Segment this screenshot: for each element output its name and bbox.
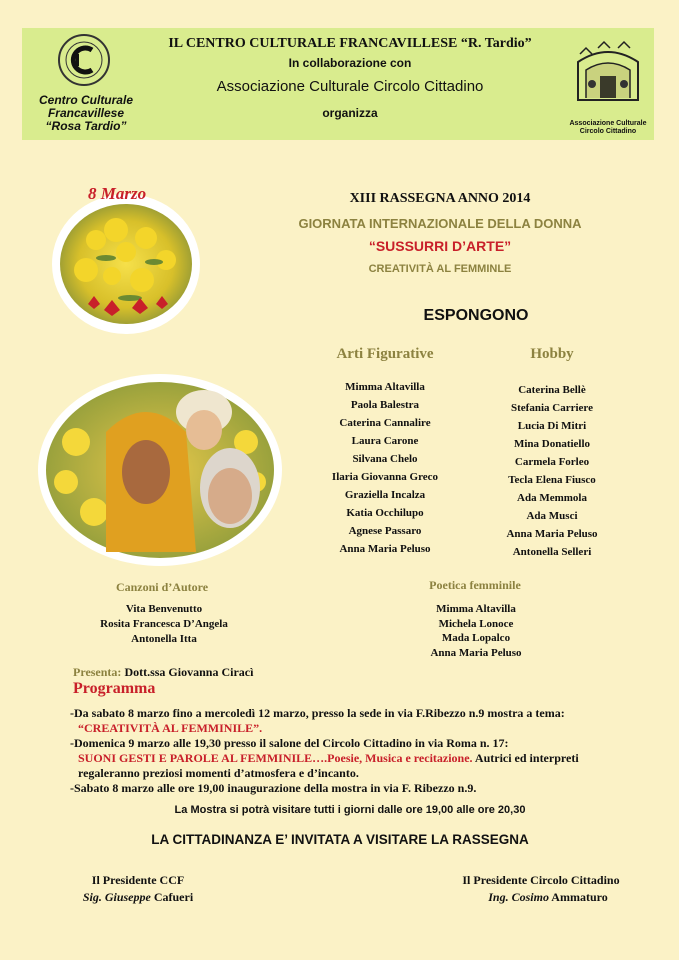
list-item: Rosita Francesca D’Angela <box>100 618 228 630</box>
programma-body <box>70 706 630 796</box>
list-item: Carmela Forleo <box>514 456 590 468</box>
list-item: Mada Lopalco <box>441 632 511 644</box>
list-item: Anna Maria Peluso <box>506 528 598 540</box>
ccf-logo-icon <box>54 32 114 88</box>
programma-heading: Programma <box>73 680 156 697</box>
signature-right-name: Ing. Cosimo Ammaturo <box>488 890 608 904</box>
image-caption: 8 Marzo <box>88 184 147 203</box>
list-item: Antonella Itta <box>131 633 197 645</box>
women-portrait-image <box>36 372 284 568</box>
hobby-list <box>490 381 614 561</box>
mimosa-8-marzo-image <box>46 180 206 340</box>
signature-right-role: Il Presidente Circolo Cittadino <box>462 873 620 887</box>
hobby-heading: Hobby <box>530 346 574 362</box>
list-item: Paola Balestra <box>350 399 420 411</box>
programma-item-2-cont: regaleranno preziosi momenti d’atmosfera e d’incanto. <box>78 766 359 780</box>
presenta-name: Dott.ssa Giovanna Ciracì <box>124 665 254 679</box>
header-title: IL CENTRO CULTURALE FRANCAVILLESE “R. Tardio” <box>168 36 532 51</box>
programma-item-1: -Da sabato 8 marzo fino a mercoledì 12 marzo, presso la sede in via F.Ribezzo n.9 mostra a tema: <box>70 706 565 720</box>
header-collab: In collaborazione con <box>288 56 412 70</box>
list-item: Michela Lonoce <box>438 617 514 630</box>
list-item: Silvana Chelo <box>352 453 418 465</box>
list-item: Stefania Carriere <box>511 402 593 414</box>
list-item: Anna Maria Peluso <box>339 543 431 555</box>
list-item: Ilaria Giovanna Greco <box>331 471 439 483</box>
list-item: Ada Musci <box>526 510 578 522</box>
ccf-logo-label: Centro Culturale Francavillese “Rosa Tardio” <box>38 93 133 133</box>
rassegna-title: XIII RASSEGNA ANNO 2014 <box>349 191 531 206</box>
arti-list <box>310 378 460 558</box>
list-item: Graziella Incalza <box>344 489 426 501</box>
list-item: Katia Occhilupo <box>346 507 424 519</box>
canzoni-heading: Canzoni d’Autore <box>115 580 209 594</box>
list-item: Mina Donatiello <box>513 438 591 450</box>
giornata-title: GIORNATA INTERNAZIONALE DELLA DONNA <box>298 216 582 231</box>
circolo-logo-label: Associazione Culturale Circolo Cittadino <box>569 120 647 135</box>
signature-left-name: Sig. Giuseppe Cafueri <box>82 890 194 904</box>
list-item: Tecla Elena Fiusco <box>508 474 596 486</box>
creativita-title: CREATIVITÀ AL FEMMINLE <box>368 263 512 275</box>
list-item: Mimma Altavilla <box>345 381 425 393</box>
list-item: Antonella Selleri <box>512 546 592 558</box>
poetica-heading: Poetica femminile <box>429 578 521 592</box>
list-item: Ada Memmola <box>517 492 587 504</box>
programma-item-3: -Sabato 8 marzo alle ore 19,00 inaugurazione della mostra in via F. Ribezzo n.9. <box>70 781 477 795</box>
orari-text: La Mostra si potrà visitare tutti i giorni dalle ore 19,00 alle ore 20,30 <box>174 804 526 816</box>
signature-left-role: Il Presidente CCF <box>91 873 185 887</box>
canzoni-list <box>76 602 252 647</box>
programma-item-2-detail: SUONI GESTI E PAROLE AL FEMMINILE….Poesie, Musica e recitazione. Autrici ed interpreti <box>78 751 579 765</box>
list-item: Caterina Cannalire <box>339 417 431 429</box>
presenta-line <box>73 665 253 680</box>
programma-item-2: -Domenica 9 marzo alle 19,30 presso il salone del Circolo Cittadino in via Roma n. 17: <box>70 736 509 750</box>
circolo-logo-icon <box>572 40 644 114</box>
espongono-heading: ESPONGONO <box>423 307 529 324</box>
presenta-label: Presenta: <box>73 665 122 679</box>
programma-item-1-theme: “CREATIVITÀ AL FEMMINILE”. <box>78 721 263 735</box>
invito-text: LA CITTADINANZA E’ INVITATA A VISITARE LA RASSEGNA <box>151 832 529 847</box>
list-item: Anna Maria Peluso <box>430 646 522 659</box>
list-item: Mimma Altavilla <box>436 603 516 615</box>
list-item: Lucia Di Mitri <box>517 420 587 432</box>
header-association: Associazione Culturale Circolo Cittadino <box>216 78 484 95</box>
poetica-list <box>396 602 556 660</box>
sussurri-title: “SUSSURRI D’ARTE” <box>368 238 512 254</box>
list-item: Laura Carone <box>351 435 419 447</box>
list-item: Caterina Bellè <box>518 384 586 396</box>
list-item: Vita Benvenutto <box>125 603 203 615</box>
list-item: Agnese Passaro <box>348 525 422 537</box>
arti-heading: Arti Figurative <box>336 346 434 362</box>
header-organizza: organizza <box>322 106 378 120</box>
